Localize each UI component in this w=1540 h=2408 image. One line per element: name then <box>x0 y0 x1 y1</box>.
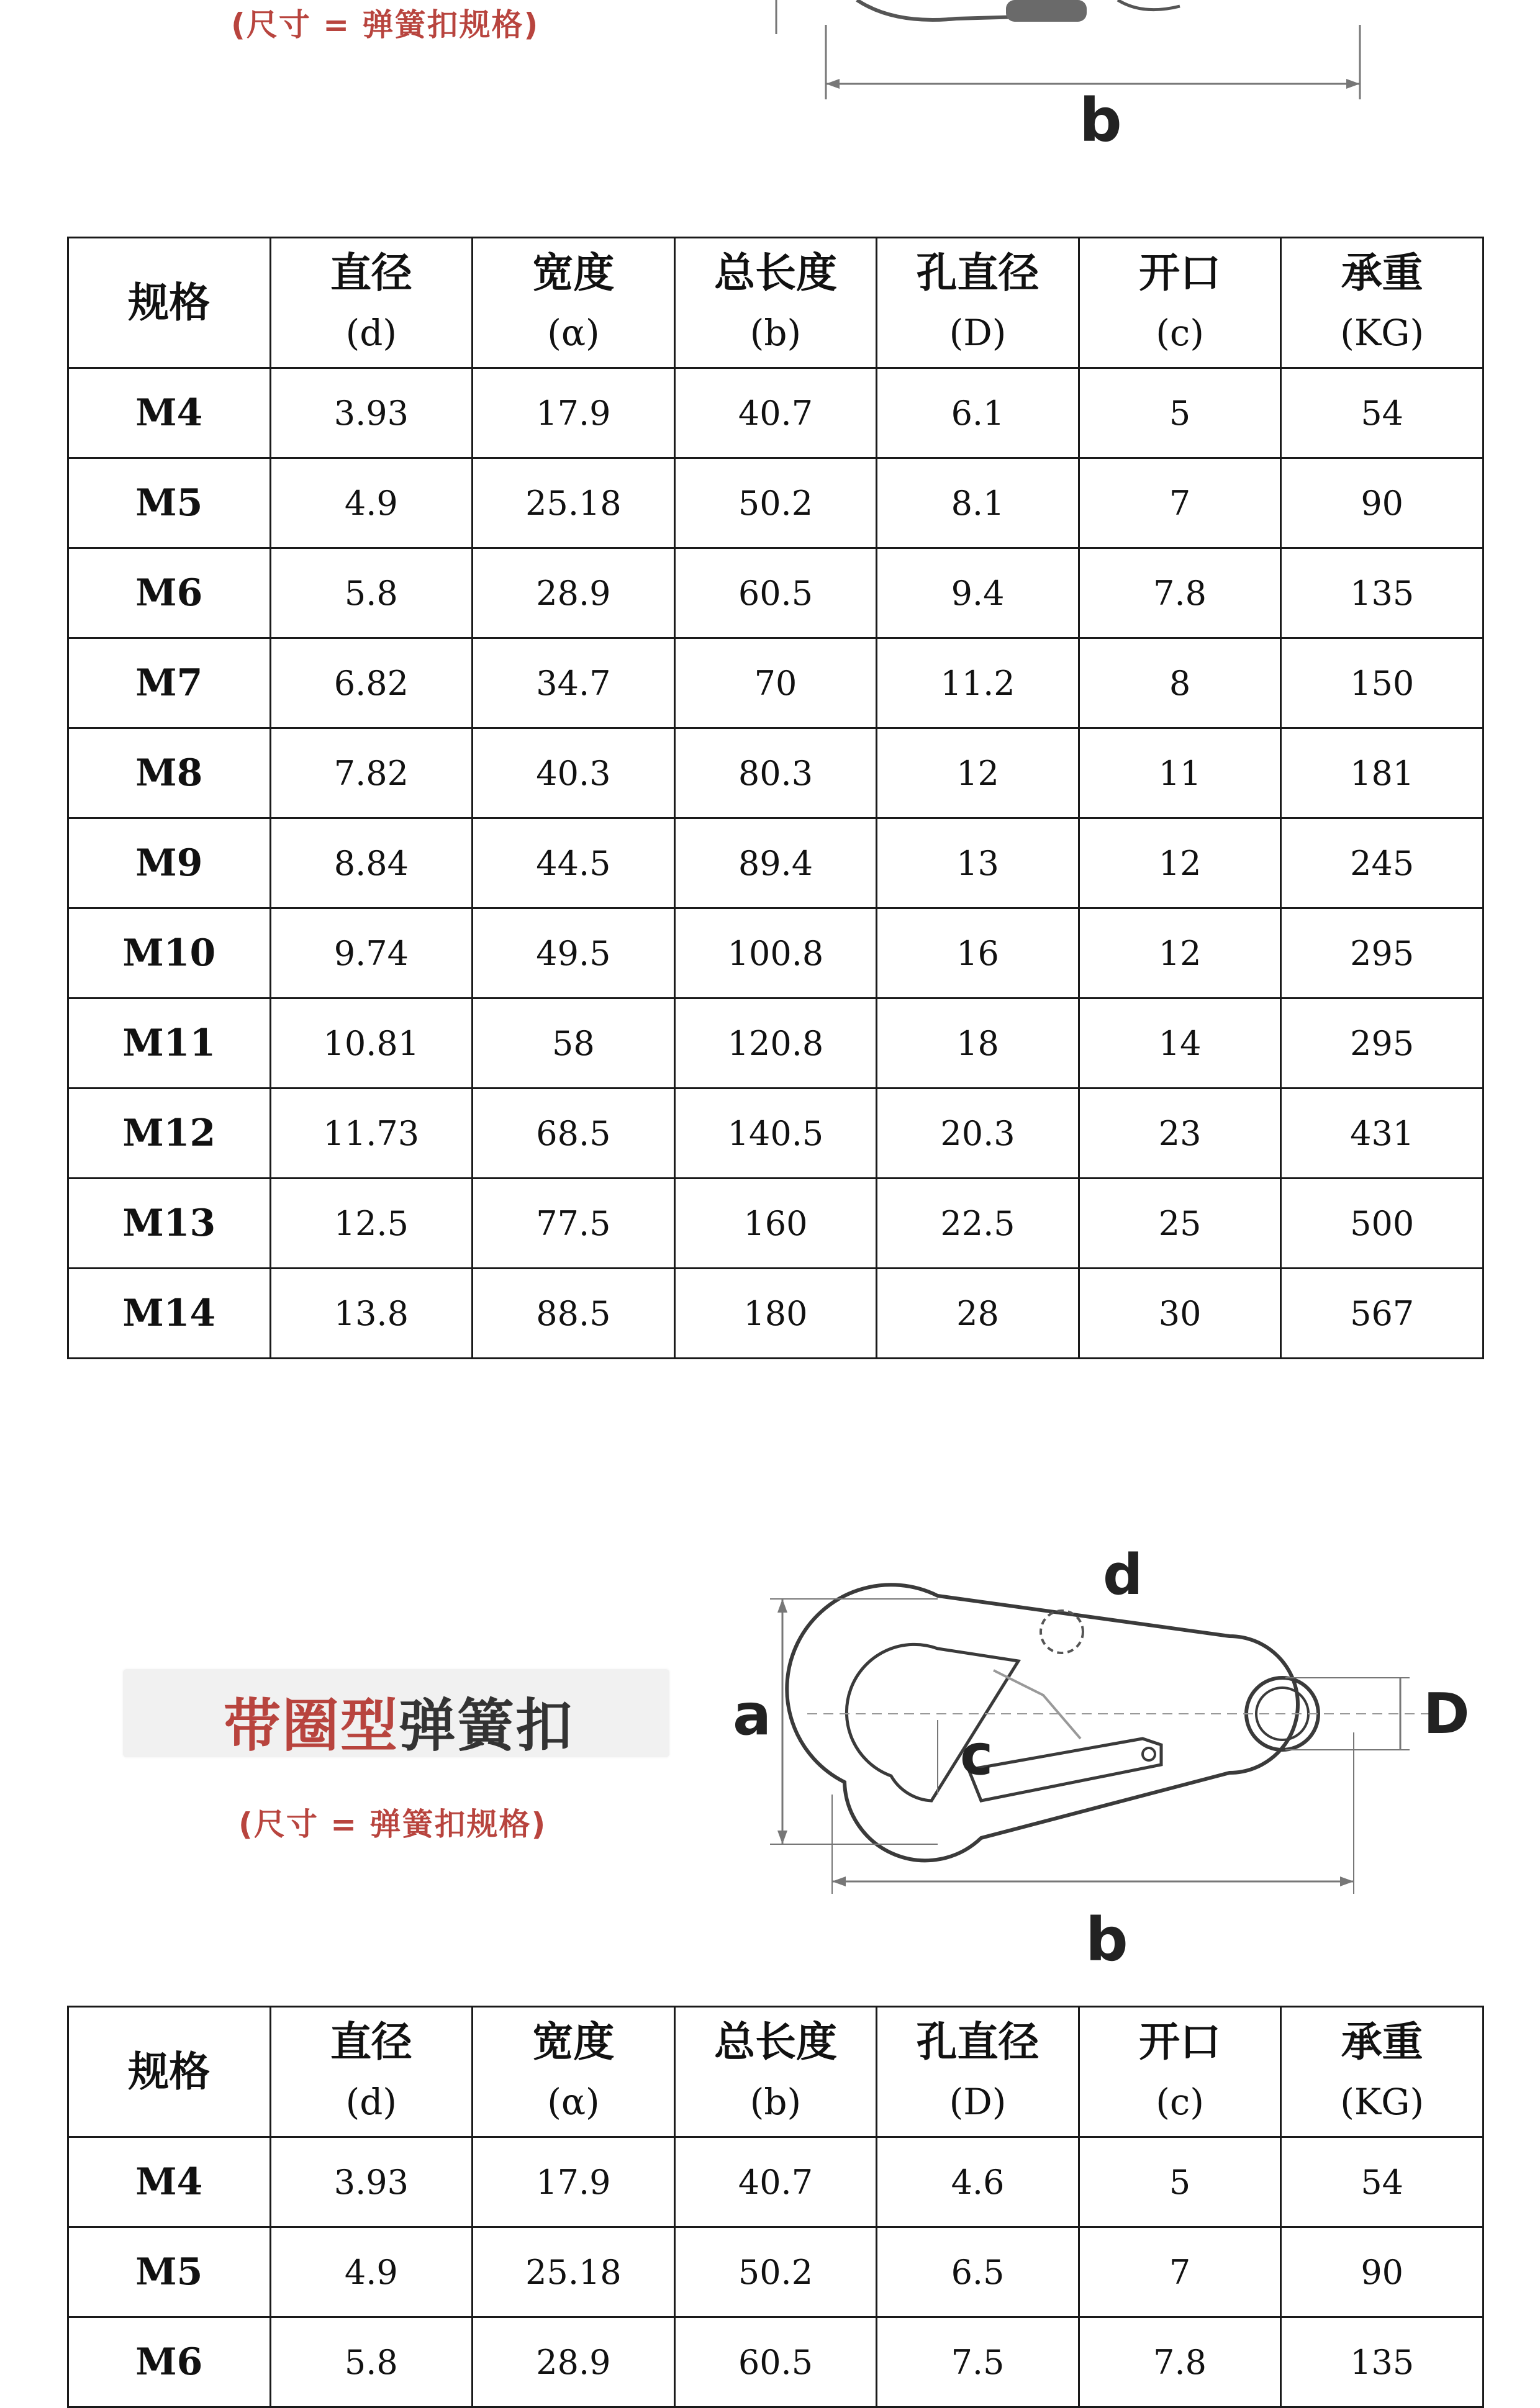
value-cell: 90 <box>1281 458 1483 548</box>
table-row <box>68 908 1483 998</box>
value-cell: 135 <box>1281 548 1483 638</box>
table-row <box>68 368 1483 458</box>
value-cell: 23 <box>1079 1089 1281 1179</box>
value-cell: 68.5 <box>473 1089 675 1179</box>
value-cell: 7.82 <box>270 728 473 818</box>
model-cell: M9 <box>68 818 271 908</box>
value-cell: 13 <box>877 818 1079 908</box>
value-cell: 4.9 <box>270 2227 473 2317</box>
value-cell: 30 <box>1079 1269 1281 1359</box>
value-cell: 28 <box>877 1269 1079 1359</box>
value-cell: 40.7 <box>674 2137 877 2227</box>
value-cell: 34.7 <box>473 638 675 728</box>
value-cell: 5 <box>1079 2137 1281 2227</box>
header-cell: 承重 (KG) <box>1281 238 1483 368</box>
value-cell: 7.5 <box>877 2317 1079 2407</box>
value-cell: 44.5 <box>473 818 675 908</box>
table-row <box>68 1269 1483 1359</box>
table-row <box>68 2137 1483 2227</box>
value-cell: 120.8 <box>674 998 877 1089</box>
value-cell: 4.9 <box>270 458 473 548</box>
value-cell: 6.1 <box>877 368 1079 458</box>
value-cell: 25.18 <box>473 2227 675 2317</box>
value-cell: 7.8 <box>1079 548 1281 638</box>
value-cell: 6.5 <box>877 2227 1079 2317</box>
table-row <box>68 2317 1483 2407</box>
header-cell: 总长度 (b) <box>674 2007 877 2137</box>
table-header-row <box>68 2007 1483 2137</box>
table2-body <box>68 2137 1483 2407</box>
header-cell: 开口 (c) <box>1079 2007 1281 2137</box>
header-cell: 承重 (KG) <box>1281 2007 1483 2137</box>
value-cell: 13.8 <box>270 1269 473 1359</box>
value-cell: 60.5 <box>674 2317 877 2407</box>
table-row <box>68 2227 1483 2317</box>
value-cell: 500 <box>1281 1179 1483 1269</box>
table-row <box>68 1089 1483 1179</box>
product-title: 带圈型弹簧扣 <box>224 1693 574 1759</box>
dim-label-D: D <box>1423 1682 1470 1747</box>
hook-outer-outline <box>787 1585 1298 1860</box>
dim-label-c: c <box>960 1722 994 1788</box>
value-cell: 18 <box>877 998 1079 1089</box>
value-cell: 17.9 <box>473 368 675 458</box>
value-cell: 14 <box>1079 998 1281 1089</box>
value-cell: 40.7 <box>674 368 877 458</box>
value-cell: 50.2 <box>674 2227 877 2317</box>
dim-b-arrow-left <box>832 1876 846 1886</box>
dim-label-b-top: b <box>1079 86 1122 155</box>
value-cell: 12 <box>1079 818 1281 908</box>
value-cell: 28.9 <box>473 2317 675 2407</box>
dim-b-arrow-right <box>1340 1876 1354 1886</box>
value-cell: 54 <box>1281 2137 1483 2227</box>
value-cell: 245 <box>1281 818 1483 908</box>
header-cell: 孔直径 (D) <box>877 238 1079 368</box>
value-cell: 10.81 <box>270 998 473 1089</box>
value-cell: 4.6 <box>877 2137 1079 2227</box>
value-cell: 7.8 <box>1079 2317 1281 2407</box>
table-header-row <box>68 238 1483 368</box>
value-cell: 11.73 <box>270 1089 473 1179</box>
model-cell: M12 <box>68 1089 271 1179</box>
value-cell: 100.8 <box>674 908 877 998</box>
table-row <box>68 458 1483 548</box>
spec-table-eye-spring-hook <box>67 2006 1484 2408</box>
spring-gate <box>969 1739 1161 1801</box>
value-cell: 25.18 <box>473 458 675 548</box>
value-cell: 9.4 <box>877 548 1079 638</box>
value-cell: 295 <box>1281 908 1483 998</box>
value-cell: 295 <box>1281 998 1483 1089</box>
dim-b-arrow-right <box>1346 79 1360 89</box>
model-cell: M6 <box>68 2317 271 2407</box>
value-cell: 150 <box>1281 638 1483 728</box>
header-cell: 总长度 (b) <box>674 238 877 368</box>
model-cell: M4 <box>68 368 271 458</box>
value-cell: 49.5 <box>473 908 675 998</box>
value-cell: 70 <box>674 638 877 728</box>
dim-label-b: b <box>1085 1905 1128 1975</box>
value-cell: 431 <box>1281 1089 1483 1179</box>
value-cell: 8.1 <box>877 458 1079 548</box>
dim-label-d: d <box>1103 1542 1143 1608</box>
header-cell: 规格 <box>68 238 271 368</box>
value-cell: 12.5 <box>270 1179 473 1269</box>
value-cell: 25 <box>1079 1179 1281 1269</box>
value-cell: 7 <box>1079 2227 1281 2317</box>
value-cell: 88.5 <box>473 1269 675 1359</box>
model-cell: M6 <box>68 548 271 638</box>
table-row <box>68 818 1483 908</box>
model-cell: M8 <box>68 728 271 818</box>
value-cell: 8.84 <box>270 818 473 908</box>
value-cell: 12 <box>877 728 1079 818</box>
value-cell: 567 <box>1281 1269 1483 1359</box>
size-note-caption-top: (尺寸 = 弹簧扣规格) <box>231 7 540 43</box>
value-cell: 60.5 <box>674 548 877 638</box>
model-cell: M13 <box>68 1179 271 1269</box>
dim-label-a: a <box>733 1682 772 1748</box>
header-cell: 开口 (c) <box>1079 238 1281 368</box>
header-cell: 孔直径 (D) <box>877 2007 1079 2137</box>
spec-table-spring-hook <box>67 237 1484 1359</box>
value-cell: 80.3 <box>674 728 877 818</box>
dim-a-arrow-top <box>777 1599 787 1613</box>
gate-rivet <box>1143 1748 1155 1760</box>
value-cell: 180 <box>674 1269 877 1359</box>
value-cell: 89.4 <box>674 818 877 908</box>
hook-eye-line <box>1118 0 1180 10</box>
value-cell: 90 <box>1281 2227 1483 2317</box>
value-cell: 3.93 <box>270 368 473 458</box>
value-cell: 40.3 <box>473 728 675 818</box>
table-row <box>68 728 1483 818</box>
value-cell: 8 <box>1079 638 1281 728</box>
value-cell: 3.93 <box>270 2137 473 2227</box>
value-cell: 5 <box>1079 368 1281 458</box>
value-cell: 140.5 <box>674 1089 877 1179</box>
model-cell: M5 <box>68 2227 271 2317</box>
header-cell: 宽度 (α) <box>473 2007 675 2137</box>
dim-a-arrow-bottom <box>777 1831 787 1844</box>
value-cell: 16 <box>877 908 1079 998</box>
model-cell: M10 <box>68 908 271 998</box>
value-cell: 20.3 <box>877 1089 1079 1179</box>
model-cell: M4 <box>68 2137 271 2227</box>
value-cell: 135 <box>1281 2317 1483 2407</box>
model-cell: M5 <box>68 458 271 548</box>
model-cell: M7 <box>68 638 271 728</box>
header-cell: 直径 (d) <box>270 2007 473 2137</box>
table-row <box>68 638 1483 728</box>
value-cell: 12 <box>1079 908 1281 998</box>
value-cell: 9.74 <box>270 908 473 998</box>
header-cell: 宽度 (α) <box>473 238 675 368</box>
value-cell: 7 <box>1079 458 1281 548</box>
table-row <box>68 548 1483 638</box>
value-cell: 6.82 <box>270 638 473 728</box>
header-cell: 规格 <box>68 2007 271 2137</box>
knurled-sleeve <box>1006 0 1087 22</box>
value-cell: 11 <box>1079 728 1281 818</box>
value-cell: 28.9 <box>473 548 675 638</box>
table-row <box>68 998 1483 1089</box>
value-cell: 5.8 <box>270 548 473 638</box>
dim-d-circle <box>1041 1611 1083 1653</box>
table-row <box>68 1179 1483 1269</box>
value-cell: 77.5 <box>473 1179 675 1269</box>
size-note-caption: (尺寸 = 弹簧扣规格) <box>238 1806 547 1842</box>
value-cell: 54 <box>1281 368 1483 458</box>
value-cell: 181 <box>1281 728 1483 818</box>
value-cell: 50.2 <box>674 458 877 548</box>
model-cell: M14 <box>68 1269 271 1359</box>
value-cell: 22.5 <box>877 1179 1079 1269</box>
value-cell: 58 <box>473 998 675 1089</box>
value-cell: 17.9 <box>473 2137 675 2227</box>
table1-body <box>68 368 1483 1359</box>
value-cell: 5.8 <box>270 2317 473 2407</box>
value-cell: 160 <box>674 1179 877 1269</box>
dim-b-arrow-left <box>826 79 840 89</box>
value-cell: 11.2 <box>877 638 1079 728</box>
model-cell: M11 <box>68 998 271 1089</box>
header-cell: 直径 (d) <box>270 238 473 368</box>
